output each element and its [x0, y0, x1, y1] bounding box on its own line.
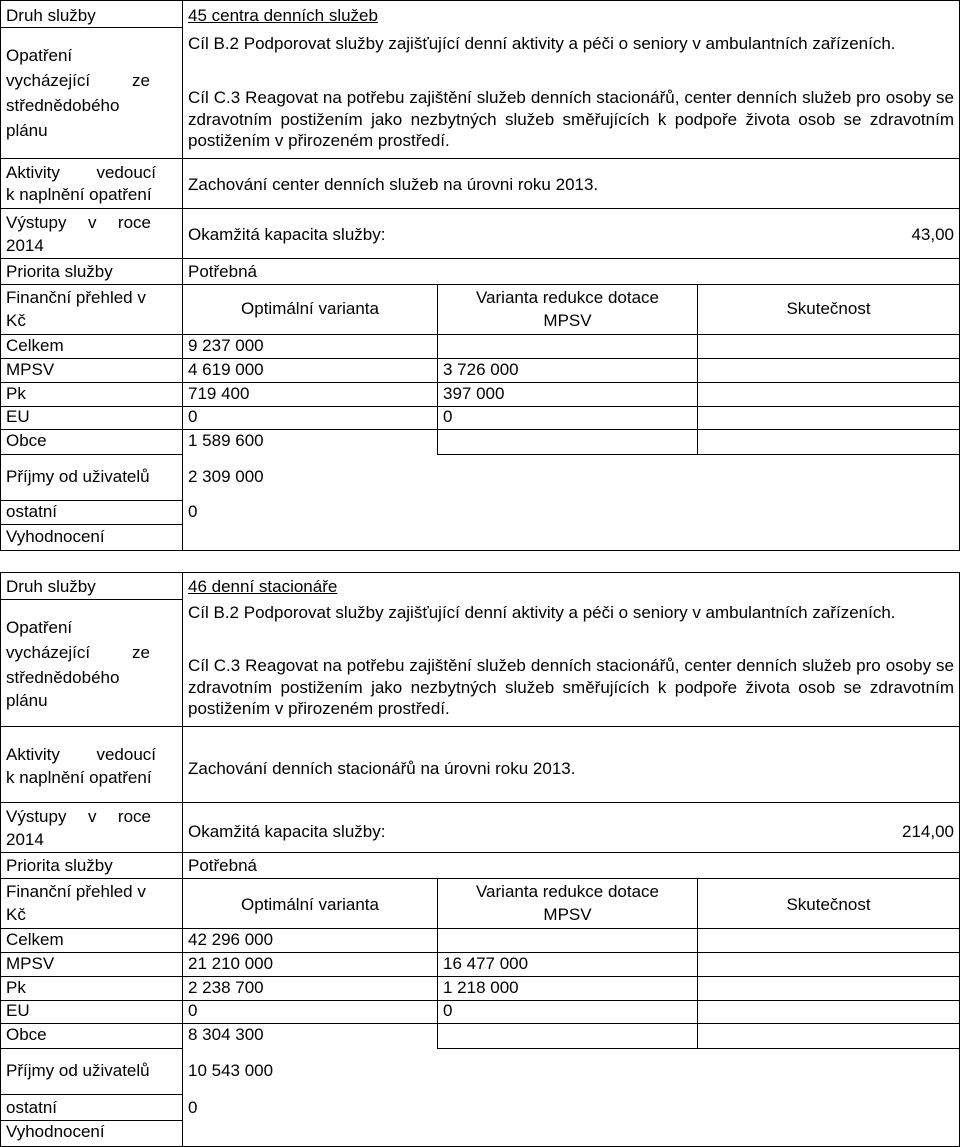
financni-prehled-label-line2: Kč	[6, 311, 26, 330]
row-optimal-obce: 8 304 300	[188, 1025, 264, 1044]
opatreni-label-line1: Opatření	[6, 46, 73, 65]
row-optimal-prijmy: 2 309 000	[188, 467, 264, 486]
row-label-obce: Obce	[6, 1025, 47, 1044]
opatreni-label-line2: vycházející ze	[6, 71, 150, 90]
rule	[0, 802, 960, 803]
aktivity-label-line2: k naplnění opatření	[6, 185, 152, 204]
row-optimal-eu: 0	[188, 1001, 198, 1020]
rule	[0, 1094, 182, 1095]
opatreni-label-line3: střednědobého	[6, 96, 120, 115]
row-reduced-pk: 1 218 000	[443, 978, 519, 997]
rule	[0, 599, 182, 600]
rule	[437, 1048, 960, 1049]
opatreni-label-line4: plánu	[6, 121, 48, 140]
vystupy-label-line1: Výstupy v roce	[6, 807, 151, 826]
row-optimal-pk: 2 238 700	[188, 978, 264, 997]
row-optimal-mpsv: 21 210 000	[188, 954, 274, 973]
row-optimal-ostatni: 0	[188, 1098, 198, 1117]
row-label-ostatni: ostatní	[6, 1098, 58, 1117]
row-label-celkem: Celkem	[6, 336, 64, 355]
rule	[0, 1048, 182, 1049]
row-label-prijmy: Příjmy od uživatelů	[6, 1061, 150, 1080]
rule	[0, 852, 960, 853]
rule	[437, 454, 960, 455]
row-optimal-ostatni: 0	[188, 502, 198, 521]
rule	[0, 726, 960, 727]
col-header-reduced-line1: Varianta redukce dotace	[475, 288, 660, 307]
row-label-celkem: Celkem	[6, 930, 64, 949]
rule	[0, 1023, 960, 1024]
druh-sluzby-label: Druh služby	[6, 6, 96, 25]
row-label-prijmy: Příjmy od uživatelů	[6, 467, 150, 486]
rule	[0, 550, 960, 551]
kapacita-value: 43,00	[911, 225, 954, 244]
service-name: 46 denní stacionáře	[188, 577, 338, 596]
row-label-ostatni: ostatní	[6, 502, 58, 521]
financni-prehled-label-line1: Finanční přehled v	[6, 882, 146, 901]
priorita-value: Potřebná	[188, 262, 257, 281]
rule	[0, 1000, 960, 1001]
row-label-mpsv: MPSV	[6, 360, 55, 379]
rule	[0, 258, 960, 259]
col-header-optimal: Optimální varianta	[241, 895, 379, 914]
vystupy-label-line2: 2014	[6, 236, 44, 255]
rule	[0, 334, 960, 335]
priorita-label: Priorita služby	[6, 856, 113, 875]
row-reduced-mpsv: 3 726 000	[443, 360, 519, 379]
row-optimal-prijmy: 10 543 000	[188, 1061, 274, 1080]
rule	[0, 572, 960, 573]
opatreni-goal-b2: Cíl B.2 Podporovat služby zajišťující denní aktivity a péči o seniory v ambulantních zařízeních.	[188, 34, 896, 53]
row-reduced-eu: 0	[443, 1001, 453, 1020]
opatreni-label-line2: vycházející ze	[6, 643, 150, 662]
opatreni-label-line1: Opatření	[6, 618, 73, 637]
vyhodnoceni-label: Vyhodnocení	[6, 1122, 105, 1141]
vystupy-label-line1: Výstupy v roce	[6, 213, 151, 232]
aktivity-text: Zachování center denních služeb na úrovni roku 2013.	[188, 175, 599, 194]
rule	[0, 524, 182, 525]
aktivity-label-line2: k naplnění opatření	[6, 768, 152, 787]
col-header-reduced-line1: Varianta redukce dotace	[475, 882, 660, 901]
kapacita-label: Okamžitá kapacita služby:	[188, 822, 386, 841]
opatreni-goal-b2: Cíl B.2 Podporovat služby zajišťující denní aktivity a péči o seniory v ambulantních zařízeních.	[188, 603, 896, 622]
kapacita-value: 214,00	[902, 822, 954, 841]
row-reduced-pk: 397 000	[443, 384, 505, 403]
row-optimal-eu: 0	[188, 407, 198, 426]
col-header-actual: Skutečnost	[786, 299, 871, 318]
col-header-reduced-line2: MPSV	[543, 311, 592, 330]
row-optimal-celkem: 9 237 000	[188, 336, 264, 355]
opatreni-label-line3: střednědobého	[6, 668, 120, 687]
rule	[0, 572, 1, 1147]
aktivity-label-line1: Aktivity vedoucí	[6, 745, 156, 764]
row-label-obce: Obce	[6, 431, 47, 450]
priorita-value: Potřebná	[188, 856, 257, 875]
row-label-eu: EU	[6, 1001, 30, 1020]
rule	[0, 0, 1, 551]
row-optimal-pk: 719 400	[188, 384, 250, 403]
rule	[0, 0, 960, 1]
row-optimal-celkem: 42 296 000	[188, 930, 274, 949]
rule	[0, 406, 960, 407]
kapacita-label: Okamžitá kapacita služby:	[188, 225, 386, 244]
service-block-46	[0, 572, 960, 1147]
opatreni-goal-c3: Cíl C.3 Reagovat na potřebu zajištění služeb denních stacionářů, center denních služeb pro osoby se zdravotním postižením jako nezbytných služeb směřujících k podpoře života osob se zdravotním postižením v přirozeném prostředí.	[188, 88, 954, 150]
col-header-actual: Skutečnost	[786, 895, 871, 914]
row-reduced-eu: 0	[443, 407, 453, 426]
financni-prehled-label-line1: Finanční přehled v	[6, 288, 146, 307]
row-label-eu: EU	[6, 407, 30, 426]
rule	[182, 0, 183, 551]
opatreni-label-line4: plánu	[6, 691, 48, 710]
rule	[0, 27, 182, 28]
financni-prehled-label-line2: Kč	[6, 905, 26, 924]
rule	[0, 928, 960, 929]
rule	[0, 429, 960, 430]
rule	[0, 284, 960, 285]
col-header-optimal: Optimální varianta	[241, 299, 379, 318]
opatreni-goal-c3: Cíl C.3 Reagovat na potřebu zajištění služeb denních stacionářů, center denních služeb pro osoby se zdravotním postižením jako nezbytných služeb směřujících k podpoře života osob se zdravotním postižením v přirozeném prostředí.	[188, 656, 954, 718]
rule	[0, 158, 960, 159]
rule	[182, 572, 183, 1147]
rule	[0, 208, 960, 209]
aktivity-label-line1: Aktivity vedoucí	[6, 163, 156, 182]
row-label-pk: Pk	[6, 384, 26, 403]
priorita-label: Priorita služby	[6, 262, 113, 281]
col-header-reduced-line2: MPSV	[543, 905, 592, 924]
row-reduced-mpsv: 16 477 000	[443, 954, 529, 973]
rule	[0, 454, 182, 455]
vyhodnoceni-label: Vyhodnocení	[6, 527, 105, 546]
aktivity-text: Zachování denních stacionářů na úrovni roku 2013.	[188, 759, 576, 778]
druh-sluzby-label: Druh služby	[6, 577, 96, 596]
row-label-mpsv: MPSV	[6, 954, 55, 973]
row-optimal-obce: 1 589 600	[188, 431, 264, 450]
service-name: 45 centra denních služeb	[188, 6, 378, 25]
vystupy-label-line2: 2014	[6, 830, 44, 849]
service-block-45	[0, 0, 960, 552]
row-optimal-mpsv: 4 619 000	[188, 360, 264, 379]
rule	[0, 878, 960, 879]
row-label-pk: Pk	[6, 978, 26, 997]
